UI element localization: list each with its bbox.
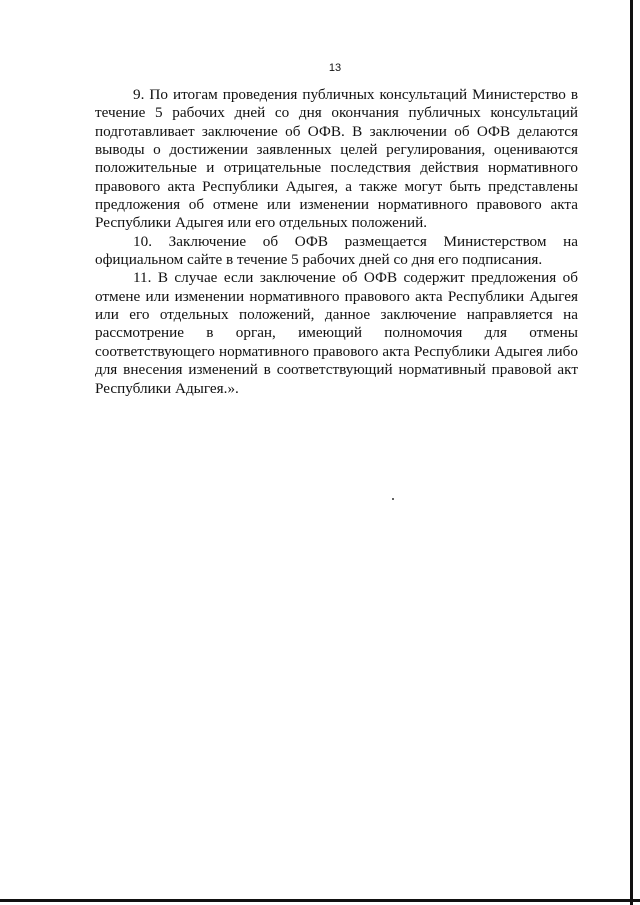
document-body — [95, 86, 578, 398]
paragraph-10: 10. Заключение об ОФВ размещается Министерством на официальном сайте в течение 5 рабочих дней со дня его подписания. — [95, 232, 578, 269]
scan-speck — [392, 498, 394, 500]
paragraph-9: 9. По итогам проведения публичных консультаций Министерство в течение 5 рабочих дней со дня окончания публичных консультаций подготавливает заключение об ОФВ. В заключении об ОФВ делаются выводы о достижении заявленных целей регулирования, оцениваются положительные и отрицательные последствия действия нормативного правового акта Республики Адыгея, а также могут быть представлены предложения об отмене или изменении нормативного правового акта Республики Адыгея или его отдельных положений. — [95, 86, 578, 232]
page-number: 13 — [328, 62, 342, 74]
scan-edge-bottom — [0, 899, 640, 902]
paragraph-11: 11. В случае если заключение об ОФВ содержит предложения об отмене или изменении нормативного правового акта Республики Адыгея или его отдельных положений, данное заключение направляется на рассмотрение в орган, имеющий полномочия для отмены соответствующего нормативного правового акта Республики Адыгея либо для внесения изменений в соответствующий нормативный правовой акт Республики Адыгея.». — [95, 269, 578, 397]
scan-edge-right — [630, 0, 633, 905]
